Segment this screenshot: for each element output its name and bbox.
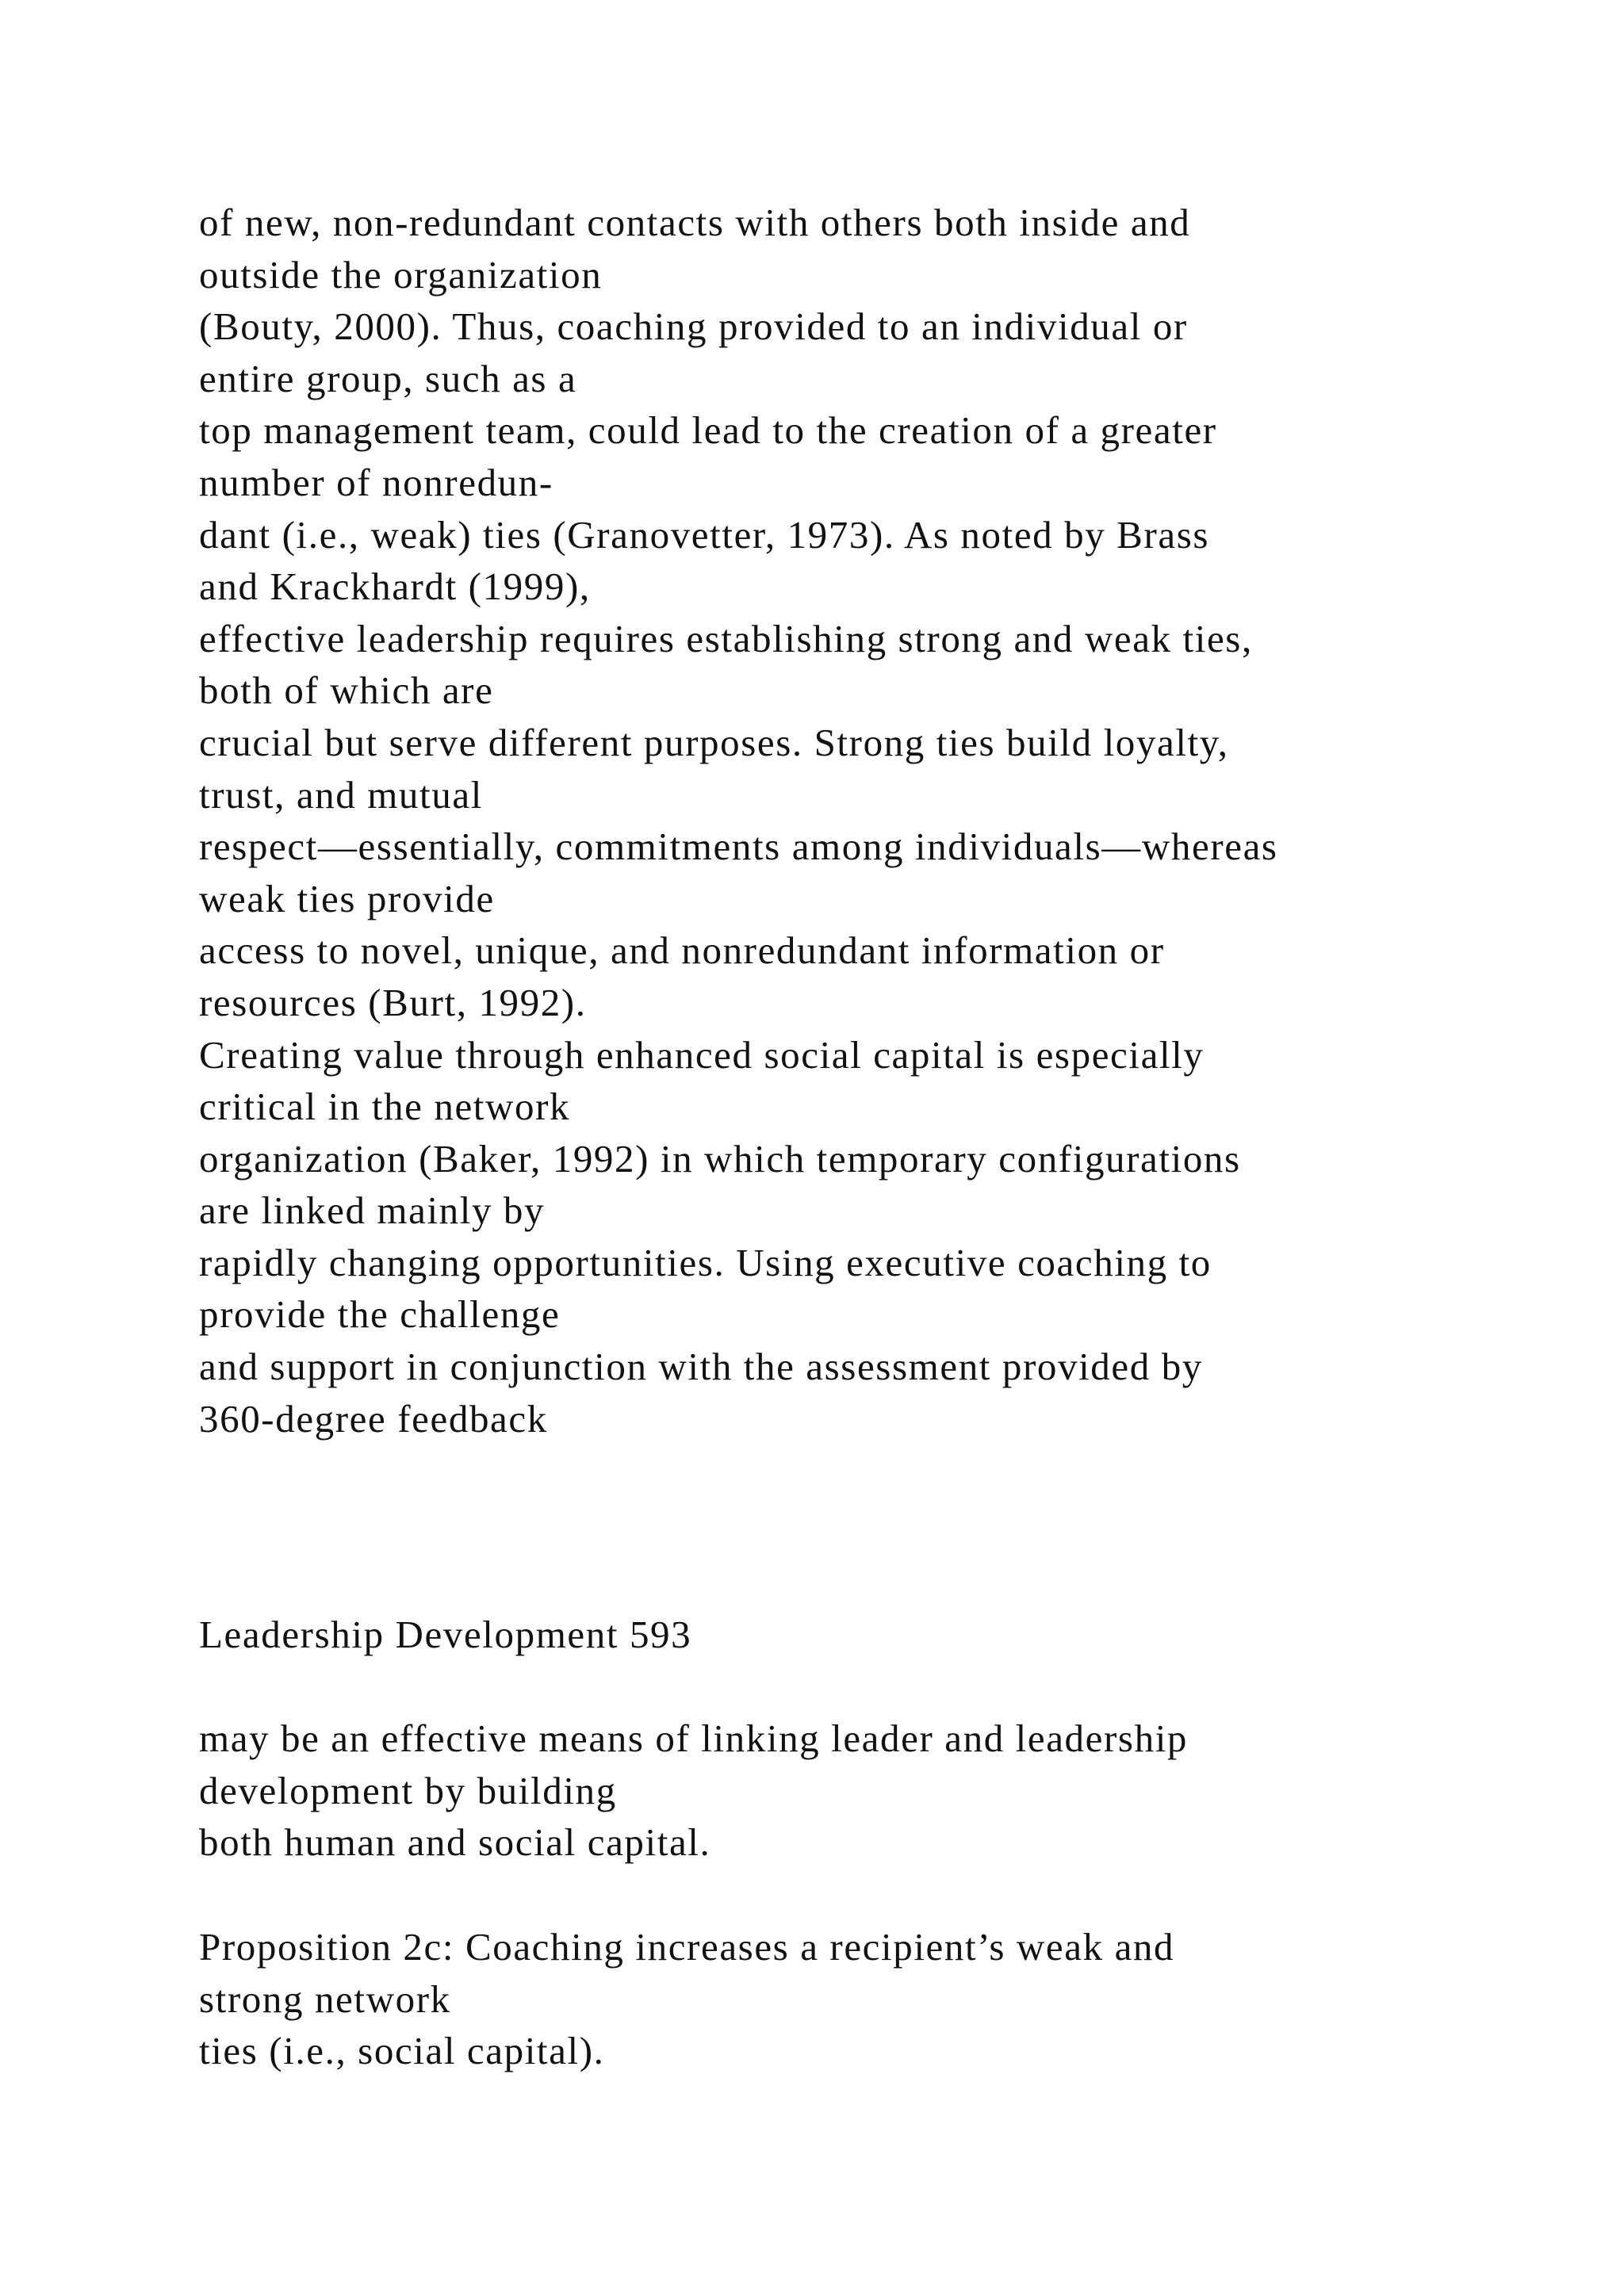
text-line: both human and social capital. <box>199 1820 711 1865</box>
text-line: (Bouty, 2000). Thus, coaching provided to an individual or <box>199 304 1188 349</box>
text-line: are linked mainly by <box>199 1188 546 1233</box>
text-line: development by building <box>199 1768 617 1812</box>
text-line: critical in the network <box>199 1085 571 1129</box>
text-line: dant (i.e., weak) ties (Granovetter, 1973). As noted by Brass <box>199 512 1210 557</box>
text-line: respect—essentially, commitments among individuals—whereas <box>199 825 1278 869</box>
body-paragraph <box>199 1712 1515 1869</box>
text-line: trust, and mutual <box>199 772 483 817</box>
text-line: effective leadership requires establishing strong and weak ties, <box>199 616 1253 660</box>
text-line: number of nonredun- <box>199 460 553 504</box>
text-line: top management team, could lead to the creation of a greater <box>199 408 1217 453</box>
text-line: outside the organization <box>199 252 603 297</box>
text-line: crucial but serve different purposes. Strong ties build loyalty, <box>199 720 1229 764</box>
running-header-text: Leadership Development 593 <box>199 1613 692 1656</box>
text-line: rapidly changing opportunities. Using executive coaching to <box>199 1240 1212 1284</box>
text-line: entire group, such as a <box>199 356 577 400</box>
text-line: and support in conjunction with the assessment provided by <box>199 1345 1203 1389</box>
body-paragraph <box>199 197 1515 1445</box>
text-line: Creating value through enhanced social capital is especially <box>199 1032 1205 1077</box>
text-line: provide the challenge <box>199 1292 561 1337</box>
running-header <box>199 1609 1515 1661</box>
text-line: weak ties provide <box>199 876 495 920</box>
text-line: and Krackhardt (1999), <box>199 564 591 609</box>
text-line: may be an effective means of linking leader and leadership <box>199 1716 1189 1760</box>
proposition-paragraph <box>199 1921 1515 2077</box>
text-line: ties (i.e., social capital). <box>199 2029 605 2073</box>
text-line: both of which are <box>199 668 494 713</box>
text-line: of new, non-redundant contacts with others both inside and <box>199 201 1191 244</box>
text-line: Proposition 2c: Coaching increases a recipient’s weak and <box>199 1925 1175 1969</box>
text-line: organization (Baker, 1992) in which temporary configurations <box>199 1136 1241 1181</box>
text-line: strong network <box>199 1976 451 2021</box>
text-line: resources (Burt, 1992). <box>199 980 587 1024</box>
text-line: 360-degree feedback <box>199 1396 548 1441</box>
text-line: access to novel, unique, and nonredundant information or <box>199 928 1165 973</box>
